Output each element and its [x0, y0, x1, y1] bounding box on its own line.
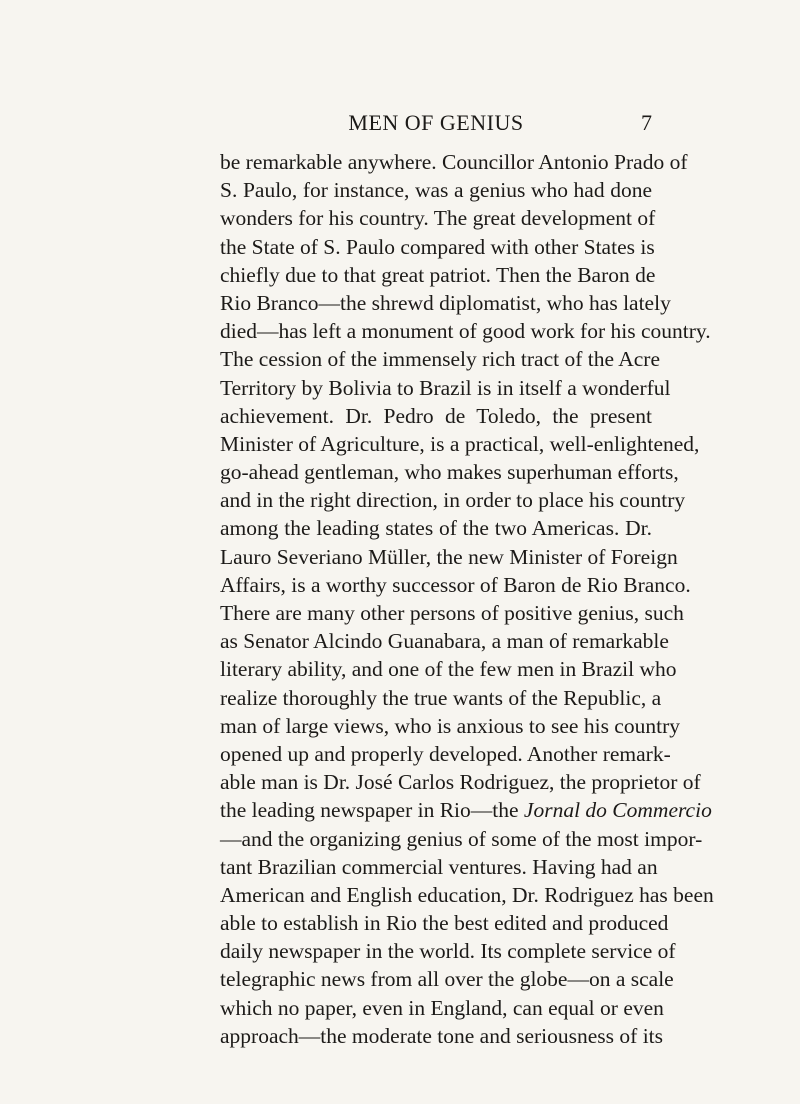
page-header — [220, 110, 652, 140]
text-line: tant Brazilian commercial ventures. Having had an — [220, 854, 658, 879]
text-line: Territory by Bolivia to Brazil is in itself a wonderful — [220, 375, 671, 400]
text-line: able man is Dr. José Carlos Rodriguez, the proprietor of — [220, 770, 701, 795]
text-line: as Senator Alcindo Guanabara, a man of remarkable — [220, 629, 669, 654]
text-line: The cession of the immensely rich tract of the Acre — [220, 347, 660, 372]
text-line: —and the organizing genius of some of the most impor- — [220, 826, 703, 851]
text-line: chiefly due to that great patriot. Then the Baron de — [220, 262, 656, 287]
text-line: Lauro Severiano Müller, the new Minister of Foreign — [220, 544, 678, 569]
text-line: opened up and properly developed. Another remark- — [220, 741, 671, 766]
text-line: among the leading states of the two Americas. Dr. — [220, 516, 652, 541]
text-line: approach—the moderate tone and seriousness of its — [220, 1023, 664, 1048]
text-line: the State of S. Paulo compared with other States is — [220, 234, 655, 259]
text-line: Affairs, is a worthy successor of Baron de Rio Branco. — [220, 572, 691, 597]
running-title: MEN OF GENIUS — [348, 110, 524, 135]
text-line: died—has left a monument of good work for his country. — [220, 319, 711, 344]
newspaper-title: Jornal do Commercio — [523, 798, 712, 823]
text-line: S. Paulo, for instance, was a genius who had done — [220, 178, 652, 203]
text-line: There are many other persons of positive genius, such — [220, 601, 684, 625]
text-line: wonders for his country. The great development of — [220, 206, 656, 231]
text-line: Minister of Agriculture, is a practical, well-enlightened, — [220, 431, 700, 456]
text-span: the leading newspaper in Rio—the — [220, 798, 524, 823]
text-line: go-ahead gentleman, who makes superhuman efforts, — [220, 460, 679, 485]
text-line: able to establish in Rio the best edited and produced — [220, 911, 669, 936]
text-line — [220, 796, 712, 824]
text-line: be remarkable anywhere. Councillor Antonio Prado of — [220, 150, 688, 174]
text-line: telegraphic news from all over the globe—on a scale — [220, 967, 674, 992]
text-line: which no paper, even in England, can equal or even — [220, 995, 664, 1020]
text-line: literary ability, and one of the few men in Brazil who — [220, 657, 677, 682]
text-line: realize thoroughly the true wants of the Republic, a — [220, 685, 662, 710]
text-line: Rio Branco—the shrewd diplomatist, who has lately — [220, 290, 671, 315]
text-line: and in the right direction, in order to place his country — [220, 488, 686, 513]
text-line: man of large views, who is anxious to see his country — [220, 713, 680, 738]
text-line: American and English education, Dr. Rodriguez has been — [220, 882, 714, 907]
text-line: achievement. Dr. Pedro de Toledo, the present — [220, 403, 652, 428]
page-number: 7 — [641, 110, 652, 135]
body-text — [220, 148, 714, 1050]
text-line: daily newspaper in the world. Its complete service of — [220, 939, 676, 964]
